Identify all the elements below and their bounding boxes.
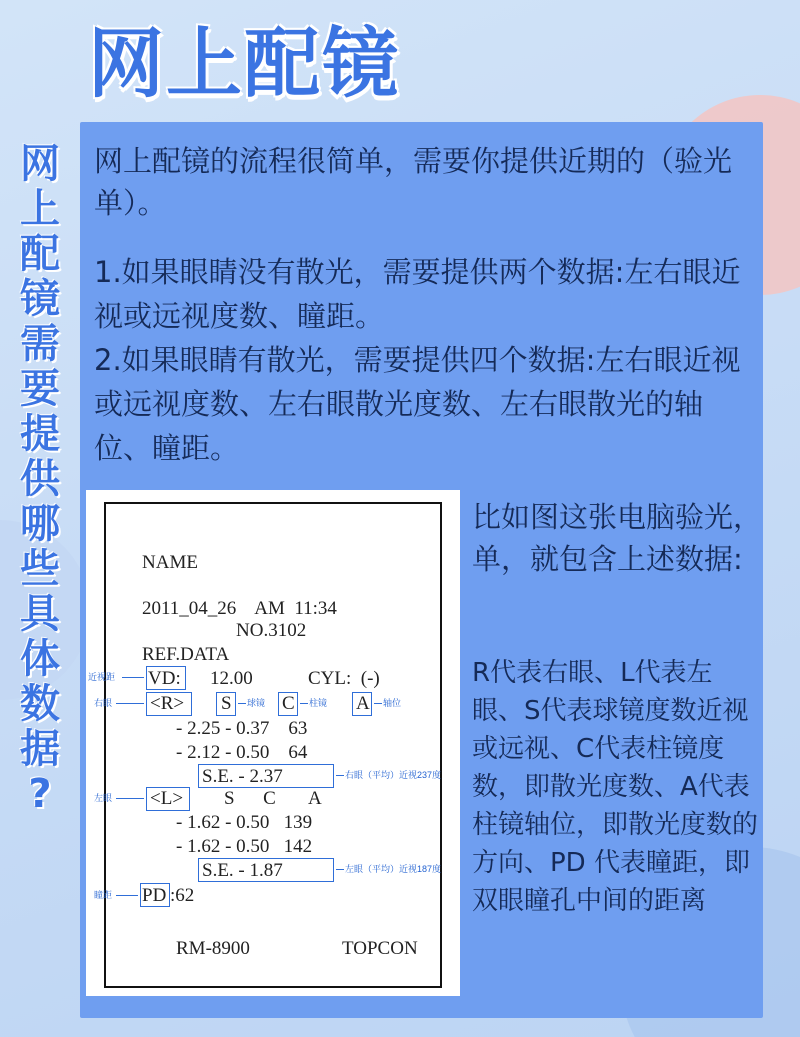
label-vd: 近视距	[88, 672, 116, 682]
receipt-right-se: S.E. - 2.37	[202, 766, 283, 787]
receipt-vd-value: 12.00	[210, 668, 253, 689]
side-question-char: 数	[20, 681, 60, 727]
receipt-number: NO.3102	[236, 620, 307, 641]
intro-text: 网上配镜的流程很简单，需要你提供近期的（验光单）。	[94, 144, 733, 220]
connector-right	[116, 703, 144, 704]
point-astigmatism: 2.如果眼睛有散光，需要提供四个数据:左右眼近视或远视度数、左右眼散光度数、左右眼散光的轴位、瞳距。	[94, 343, 741, 465]
receipt-c: C	[282, 693, 295, 714]
receipt-name: NAME	[142, 552, 198, 573]
side-question-char: 配	[20, 231, 60, 277]
label-s: 球镜	[247, 698, 266, 708]
connector-pd	[116, 895, 138, 896]
side-question-char: 据	[20, 726, 60, 772]
side-question-char: 上	[20, 186, 60, 232]
receipt-left-row-2: - 1.62 - 0.50 142	[176, 836, 313, 857]
receipt-s: S	[221, 693, 232, 714]
side-question-char: ?	[28, 771, 52, 817]
label-c: 柱镜	[309, 698, 328, 708]
page-title: 网上配镜	[88, 19, 400, 108]
connector-c	[300, 703, 308, 704]
label-right: 右眼	[94, 698, 113, 708]
receipt-right-row-1: - 2.25 - 0.37 63	[176, 718, 308, 739]
side-question-char: 需	[20, 321, 60, 367]
prescription-receipt-image	[86, 490, 460, 996]
receipt-pd: PD	[142, 885, 167, 906]
explanation-text: R代表右眼、L代表左眼、S代表球镜度数近视或远视、C代表柱镜度数，即散光度数、A代表柱镜轴位，即散光度数的方向、PD 代表瞳距，即双眼瞳孔中间的距离	[472, 658, 759, 916]
receipt-ref-data: REF.DATA	[142, 644, 230, 665]
side-question-char: 具	[20, 591, 60, 637]
side-question-char: 些	[20, 546, 60, 592]
receipt-left-header: S C A	[224, 788, 322, 809]
receipt-left: <L>	[150, 788, 184, 809]
side-question-char: 提	[20, 411, 60, 457]
receipt-vd: VD:	[148, 668, 181, 689]
side-question-char: 供	[20, 456, 60, 502]
connector-left-se	[336, 869, 344, 870]
receipt-model: RM-8900	[176, 938, 250, 959]
side-question-char: 体	[20, 636, 60, 682]
content-panel	[80, 122, 763, 1018]
receipt-cyl: CYL: (-)	[308, 668, 380, 689]
point-no-astigmatism: 1.如果眼睛没有散光，需要提供两个数据:左右眼近视或远视度数、瞳距。	[94, 255, 741, 333]
receipt-pd-value: :62	[170, 885, 195, 906]
receipt-right: <R>	[150, 693, 185, 714]
label-left: 左眼	[94, 793, 113, 803]
receipt-right-row-2: - 2.12 - 0.50 64	[176, 742, 308, 763]
receipt-a: A	[356, 693, 370, 714]
label-left-se: 左眼（平均）近视187度	[345, 864, 442, 874]
label-a: 轴位	[383, 698, 402, 708]
label-pd: 瞳距	[94, 890, 113, 900]
side-question-char: 哪	[20, 501, 60, 547]
receipt-brand: TOPCON	[342, 938, 418, 959]
side-question-char: 网	[20, 141, 60, 187]
label-right-se: 右眼（平均）近视237度	[345, 770, 442, 780]
connector-right-se	[336, 775, 344, 776]
receipt-datetime: 2011_04_26 AM 11:34	[142, 598, 337, 619]
side-question-char: 要	[20, 366, 60, 412]
receipt-left-row-1: - 1.62 - 0.50 139	[176, 812, 313, 833]
side-question-char: 镜	[20, 276, 60, 322]
receipt-left-se: S.E. - 1.87	[202, 860, 283, 881]
connector-s	[238, 703, 246, 704]
points-list	[94, 250, 754, 470]
example-text: 比如图这张电脑验光，单，就包含上述数据:	[472, 500, 763, 576]
connector-a	[374, 703, 382, 704]
connector-left	[116, 798, 144, 799]
connector-vd	[122, 677, 144, 678]
side-question-vertical	[14, 142, 66, 817]
